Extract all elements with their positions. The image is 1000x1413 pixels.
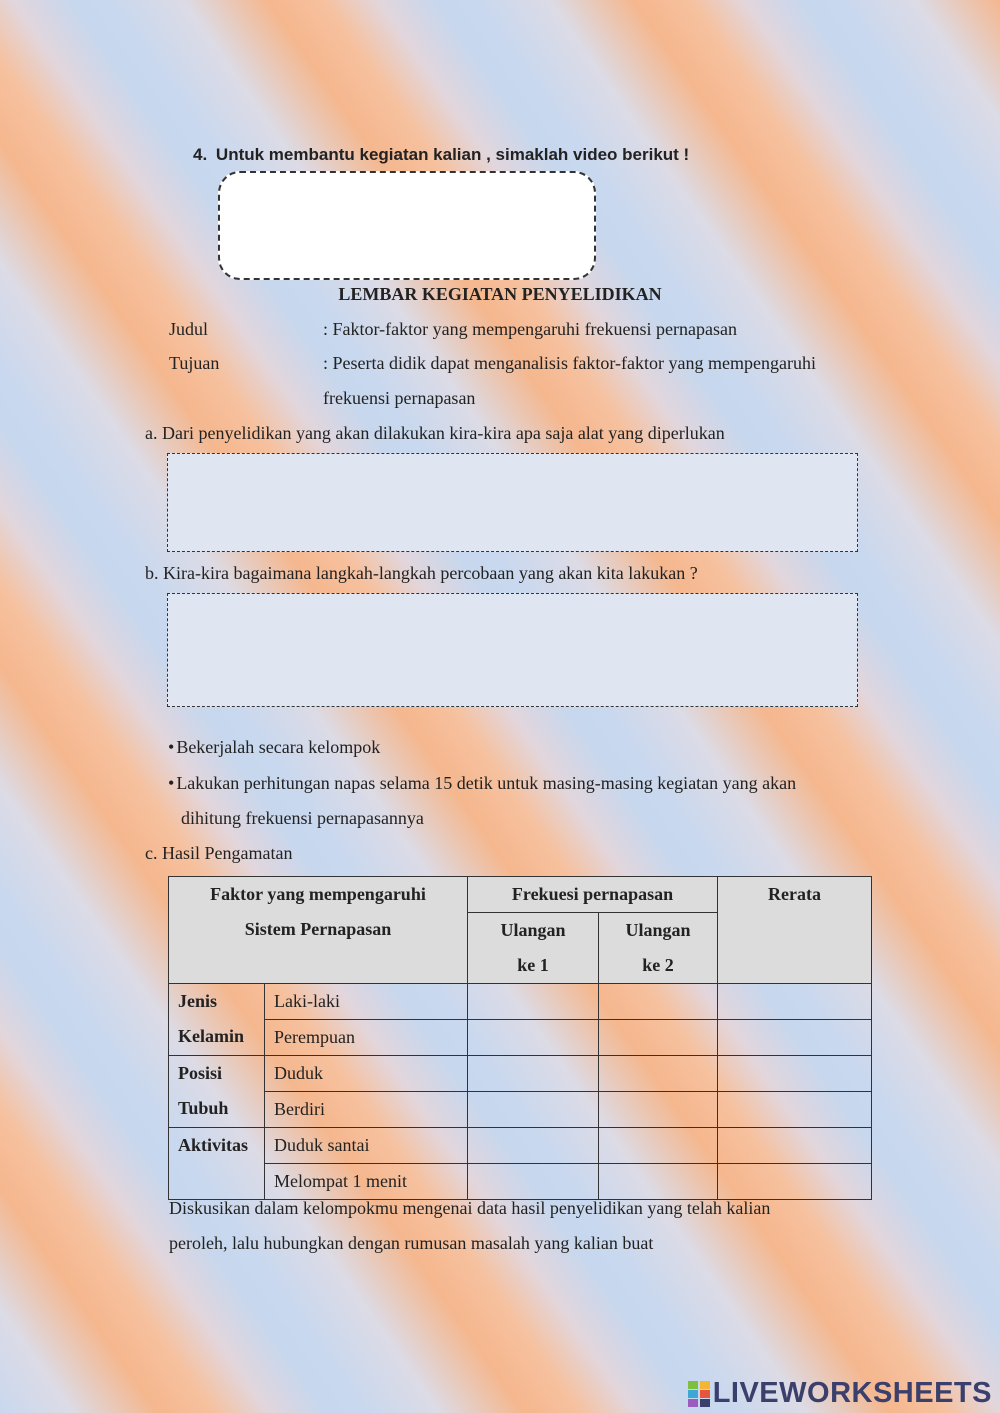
header-repeat-2 (599, 913, 718, 984)
question-a: a. Dari penyelidikan yang akan dilakukan kira-kira apa saja alat yang diperlukan (145, 423, 725, 443)
bullet-text: Lakukan perhitungan napas selama 15 detik untuk masing-masing kegiatan yang akan (176, 773, 797, 793)
header-repeat-2-line1: Ulangan (625, 920, 691, 940)
input-cell[interactable] (599, 1092, 718, 1128)
header-average: Rerata (718, 877, 872, 984)
bullet-item (168, 730, 380, 765)
group-gender-line2: Kelamin (178, 1026, 244, 1046)
row-label: Duduk santai (265, 1128, 468, 1164)
bullet-text: Bekerjalah secara kelompok (176, 737, 381, 757)
page-title: LEMBAR KEGIATAN PENYELIDIKAN (338, 284, 662, 304)
input-cell[interactable] (718, 1020, 872, 1056)
header-factor-line1: Faktor yang mempengaruhi (210, 884, 426, 904)
group-cell-gender (169, 984, 265, 1056)
table-row (169, 1128, 872, 1164)
group-posture-line2: Tubuh (178, 1098, 229, 1118)
tujuan-value-line2: frekuensi pernapasan (323, 388, 476, 408)
input-cell[interactable] (468, 984, 599, 1020)
bullet-item (168, 766, 796, 801)
table-row (169, 1092, 872, 1128)
table-row (169, 984, 872, 1020)
answer-a-input[interactable] (167, 453, 858, 552)
input-cell[interactable] (468, 1128, 599, 1164)
input-cell[interactable] (718, 1128, 872, 1164)
section-c-title: c. Hasil Pengamatan (145, 843, 293, 863)
input-cell[interactable] (599, 1020, 718, 1056)
tujuan-value-line1: : Peserta didik dapat menganalisis faktor-faktor yang mempengaruhi (323, 353, 816, 373)
row-label: Melompat 1 menit (265, 1164, 468, 1200)
tujuan-label: Tujuan (169, 353, 220, 373)
input-cell[interactable] (468, 1092, 599, 1128)
question-b: b. Kira-kira bagaimana langkah-langkah percobaan yang akan kita lakukan ? (145, 563, 698, 583)
liveworksheets-logo (688, 1377, 992, 1410)
table-row (169, 1020, 872, 1056)
input-cell[interactable] (468, 1056, 599, 1092)
question-4-text: Untuk membantu kegiatan kalian , simaklah video berikut ! (215, 145, 690, 164)
judul-label: Judul (169, 319, 209, 339)
group-cell-posture (169, 1056, 265, 1128)
bullet-dot-icon: • (168, 737, 175, 757)
table-header-row (169, 877, 872, 913)
row-label: Berdiri (265, 1092, 468, 1128)
input-cell[interactable] (718, 1092, 872, 1128)
liveworksheets-logo-icon (688, 1381, 710, 1407)
liveworksheets-logo-text: LIVEWORKSHEETS (712, 1377, 992, 1409)
discussion-line1: Diskusikan dalam kelompokmu mengenai data hasil penyelidikan yang telah kalian (169, 1198, 771, 1218)
input-cell[interactable] (599, 1056, 718, 1092)
judul-value: : Faktor-faktor yang mempengaruhi frekuensi pernapasan (323, 319, 737, 339)
bullet-dot-icon: • (168, 773, 175, 793)
input-cell[interactable] (718, 1056, 872, 1092)
question-4 (193, 145, 689, 165)
header-repeat-1 (468, 913, 599, 984)
group-posture-line1: Posisi (178, 1063, 223, 1083)
header-repeat-2-line2: ke 2 (642, 955, 674, 975)
question-4-number: 4. (193, 145, 208, 164)
header-repeat-1-line1: Ulangan (500, 920, 566, 940)
header-repeat-1-line2: ke 1 (517, 955, 549, 975)
bullet-text-continued: dihitung frekuensi pernapasannya (181, 808, 424, 828)
row-label: Perempuan (265, 1020, 468, 1056)
row-label: Duduk (265, 1056, 468, 1092)
input-cell[interactable] (468, 1020, 599, 1056)
observation-table (168, 876, 872, 1200)
header-frequency: Frekuesi pernapasan (468, 877, 718, 913)
input-cell[interactable] (599, 984, 718, 1020)
input-cell[interactable] (599, 1128, 718, 1164)
header-factor-line2: Sistem Pernapasan (244, 919, 392, 939)
video-placeholder[interactable] (218, 171, 596, 280)
answer-b-input[interactable] (167, 593, 858, 707)
row-label: Laki-laki (265, 984, 468, 1020)
group-gender-line1: Jenis (178, 991, 218, 1011)
table-row (169, 1056, 872, 1092)
header-factor (169, 877, 468, 984)
input-cell[interactable] (718, 984, 872, 1020)
group-cell-activity: Aktivitas (169, 1128, 265, 1200)
discussion-line2: peroleh, lalu hubungkan dengan rumusan masalah yang kalian buat (169, 1233, 654, 1253)
